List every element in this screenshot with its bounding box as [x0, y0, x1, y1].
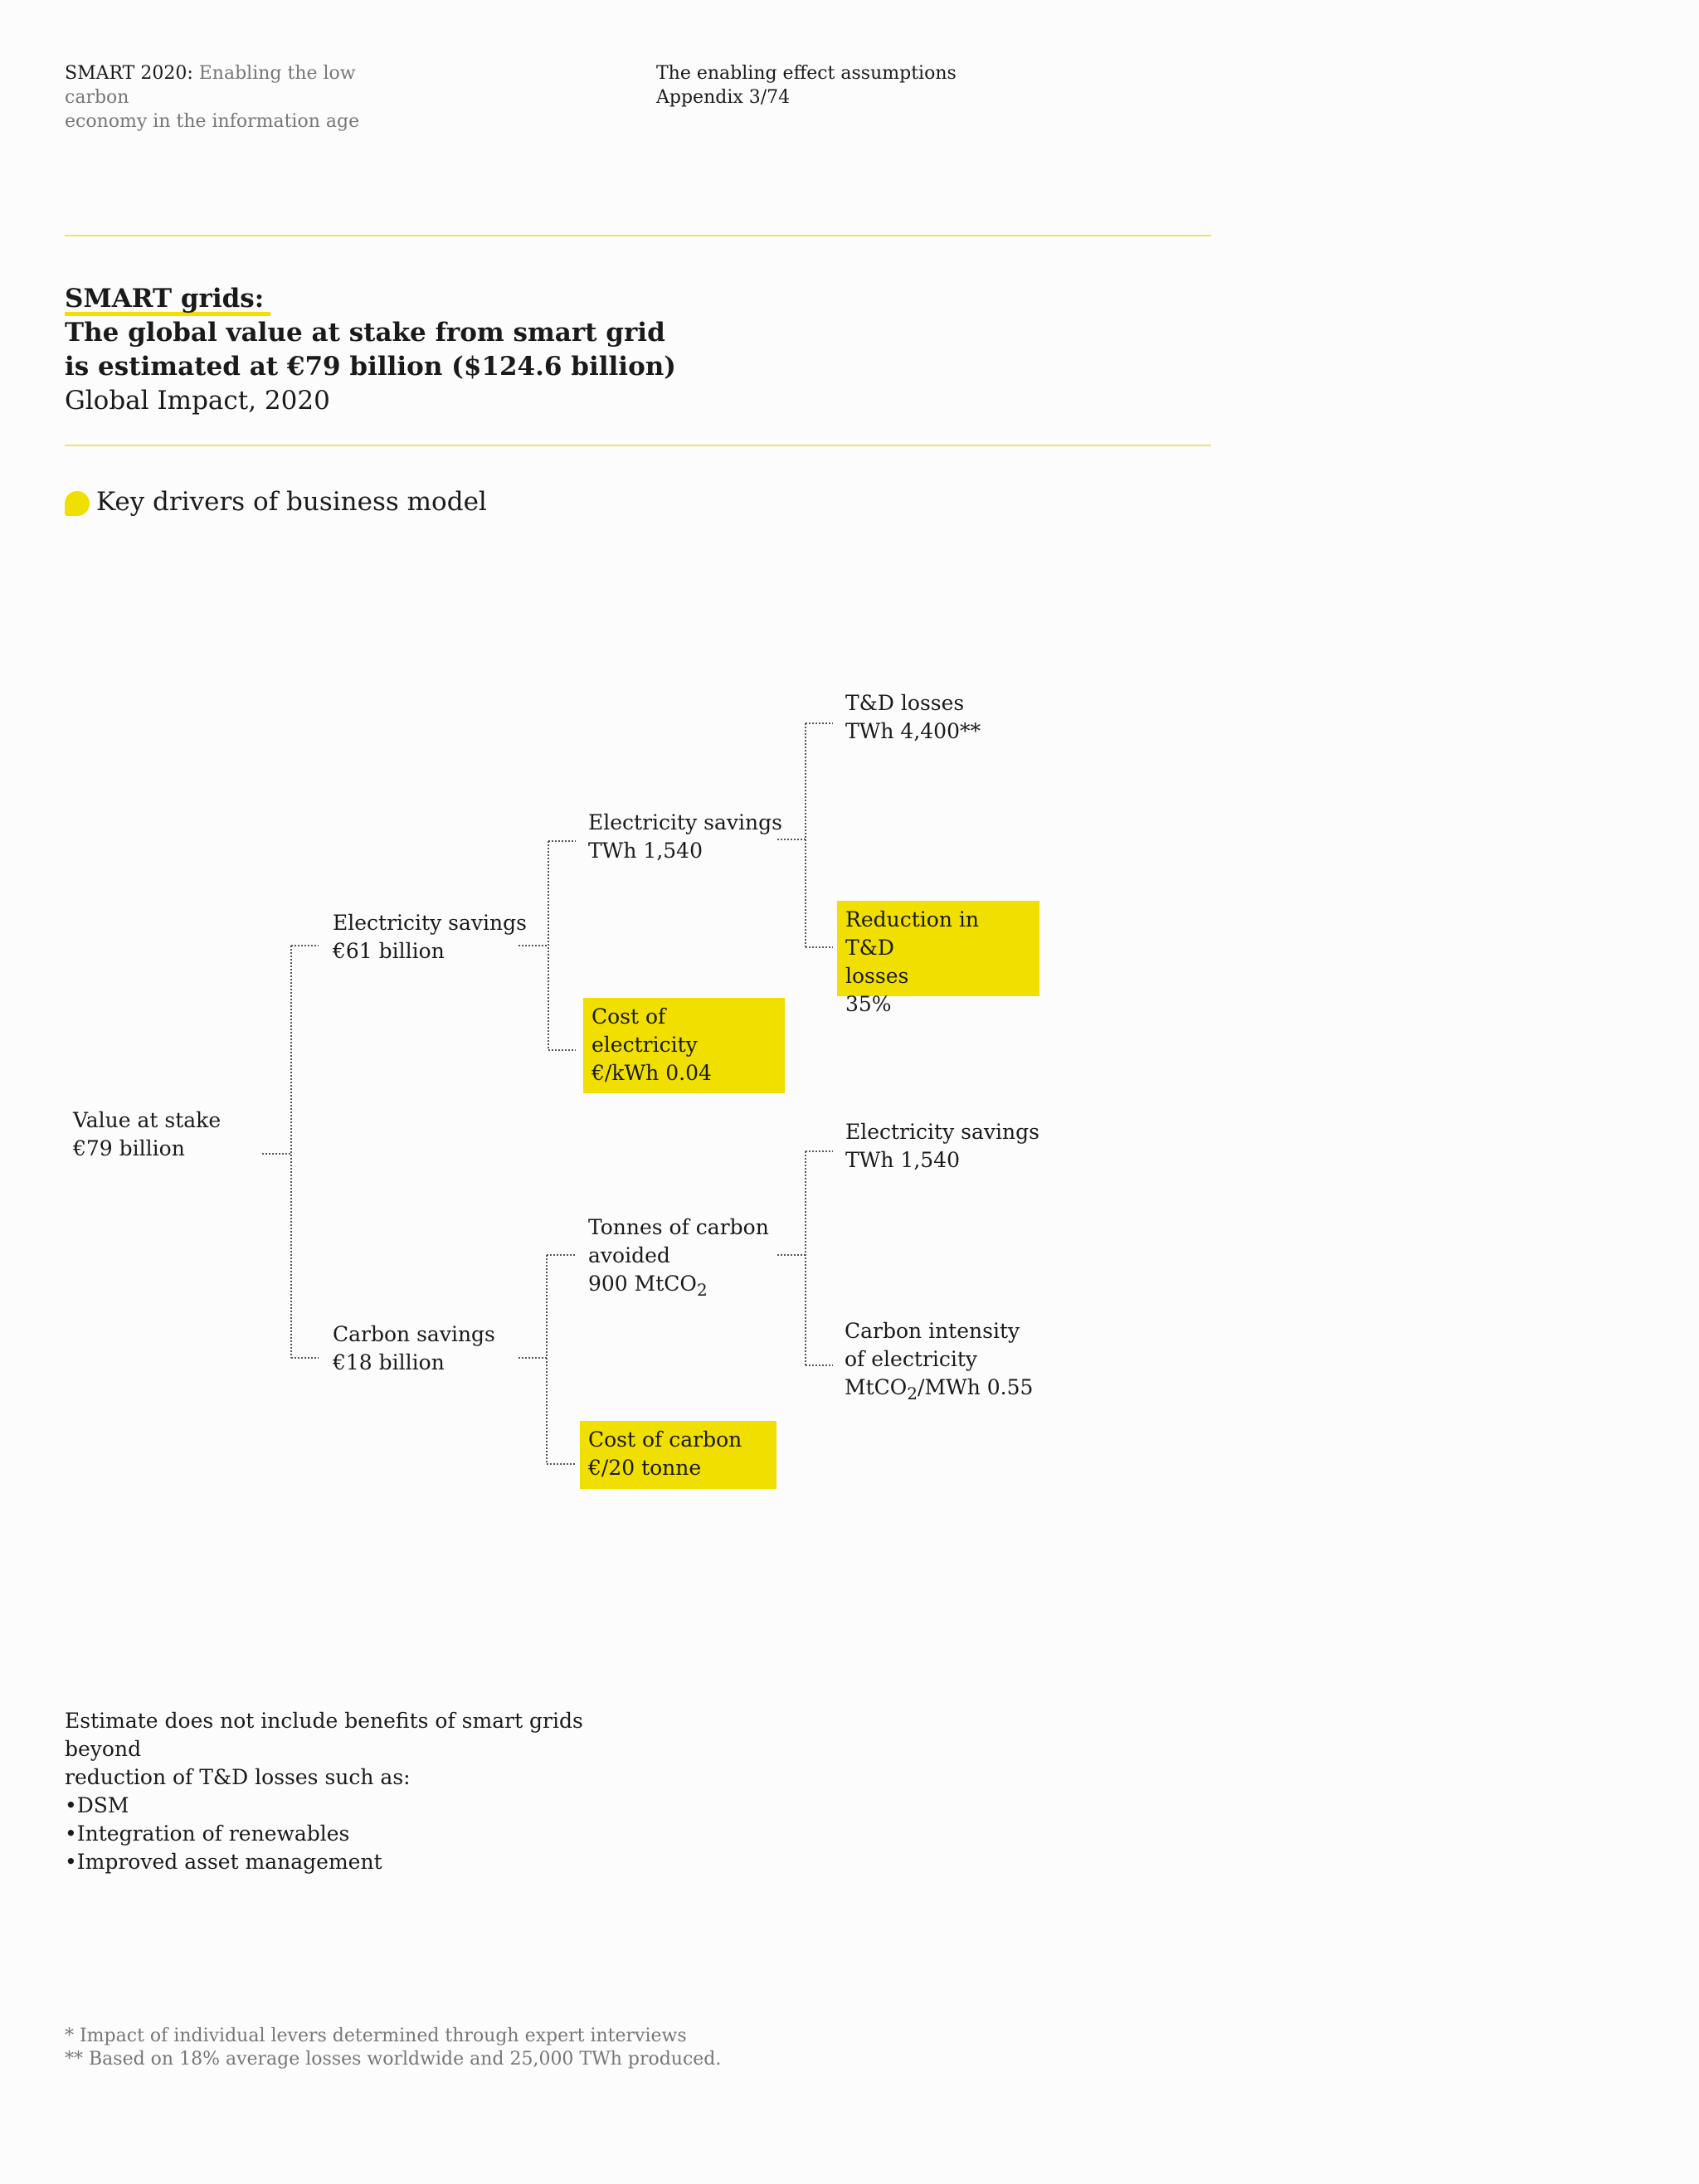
node-cost-of-carbon-label: Cost of carbon: [588, 1428, 742, 1452]
node-carbon-savings-eur: [333, 1321, 495, 1377]
document-title-muted-1: Enabling the low carbon: [65, 63, 356, 108]
node-carbon-savings-eur-value: €18 billion: [333, 1350, 445, 1374]
node-reduction-td-losses: [837, 901, 1039, 1016]
node-cost-of-carbon-value: €/20 tonne: [588, 1456, 702, 1480]
node-carbon-intensity: [845, 1317, 1033, 1408]
section-heading-label: Key drivers of business model: [96, 487, 487, 517]
node-value-at-stake: [73, 1107, 221, 1163]
node-reduction-td-losses-value: 35%: [845, 992, 892, 1016]
document-title-muted-2: economy in the information age: [65, 111, 360, 132]
node-electricity-savings-eur-label: Electricity savings: [333, 911, 527, 935]
footnotes: [65, 2025, 811, 2071]
node-td-losses-value: TWh 4,400**: [845, 719, 981, 743]
notes-list-item: • Integration of renewables: [65, 1820, 645, 1848]
node-carbon-intensity-value: [845, 1374, 1033, 1408]
node-td-losses-label: T&D losses: [845, 691, 965, 715]
notes-intro-line-1: Estimate does not include benefits of smart grids beyond: [65, 1709, 583, 1761]
node-value-at-stake-value: €79 billion: [73, 1136, 185, 1160]
node-electricity-savings-twh-2-label: Electricity savings: [845, 1120, 1039, 1144]
node-reduction-td-losses-label-2: losses: [845, 964, 909, 988]
notes: [65, 1707, 645, 1876]
page-number: Appendix 3/74: [656, 87, 791, 108]
node-value-at-stake-label: Value at stake: [73, 1108, 222, 1132]
notes-list: [65, 1792, 645, 1876]
node-td-losses: [845, 689, 981, 746]
footnote-2: ** Based on 18% average losses worldwide and 25,000 TWh produced.: [65, 2049, 722, 2070]
node-tonnes-of-carbon: [588, 1214, 769, 1304]
notes-intro-line-2: reduction of T&D losses such as:: [65, 1765, 411, 1789]
node-cost-of-electricity-value: €/kWh 0.04: [591, 1061, 712, 1085]
node-cost-of-electricity: [583, 998, 785, 1093]
title-headline-line-1: The global value at stake from smart grid: [65, 318, 665, 348]
node-electricity-savings-eur-value: €61 billion: [333, 939, 445, 963]
node-electricity-savings-eur: [333, 909, 527, 966]
node-tonnes-of-carbon-label-2: avoided: [588, 1243, 670, 1267]
notes-list-item: • Improved asset management: [65, 1848, 645, 1876]
node-tonnes-of-carbon-value: [588, 1270, 769, 1304]
node-tonnes-of-carbon-value-sub: 2: [696, 1280, 708, 1300]
document-title-strong: SMART 2020:: [65, 63, 193, 84]
node-reduction-td-losses-label-1: Reduction in T&D: [845, 907, 979, 960]
node-electricity-savings-twh: [588, 809, 782, 865]
notes-list-item: • DSM: [65, 1792, 645, 1820]
section-name: The enabling effect assumptions: [656, 63, 957, 84]
title-kicker: SMART grids:: [65, 282, 270, 316]
node-electricity-savings-twh-label: Electricity savings: [588, 810, 782, 834]
node-tonnes-of-carbon-value-main: 900 MtCO: [588, 1272, 697, 1296]
node-cost-of-carbon: [580, 1421, 776, 1489]
node-electricity-savings-twh-2: [845, 1118, 1039, 1175]
node-carbon-intensity-value-pre: MtCO: [845, 1375, 908, 1399]
node-carbon-intensity-label-2: of electricity: [845, 1347, 977, 1371]
title-headline-line-2: is estimated at €79 billion ($124.6 billion): [65, 352, 676, 382]
node-electricity-savings-twh-value: TWh 1,540: [588, 839, 703, 863]
node-carbon-intensity-value-post: /MWh 0.55: [918, 1375, 1034, 1399]
footnote-1: * Impact of individual levers determined through expert interviews: [65, 2026, 687, 2046]
node-tonnes-of-carbon-label-1: Tonnes of carbon: [588, 1215, 769, 1239]
node-carbon-intensity-value-sub: 2: [907, 1384, 918, 1403]
node-electricity-savings-twh-2-value: TWh 1,540: [845, 1148, 960, 1172]
title-subhead: Global Impact, 2020: [65, 386, 330, 416]
node-carbon-intensity-label-1: Carbon intensity: [845, 1319, 1020, 1343]
node-carbon-savings-eur-label: Carbon savings: [333, 1322, 495, 1346]
node-cost-of-electricity-label: Cost of electricity: [591, 1004, 698, 1057]
